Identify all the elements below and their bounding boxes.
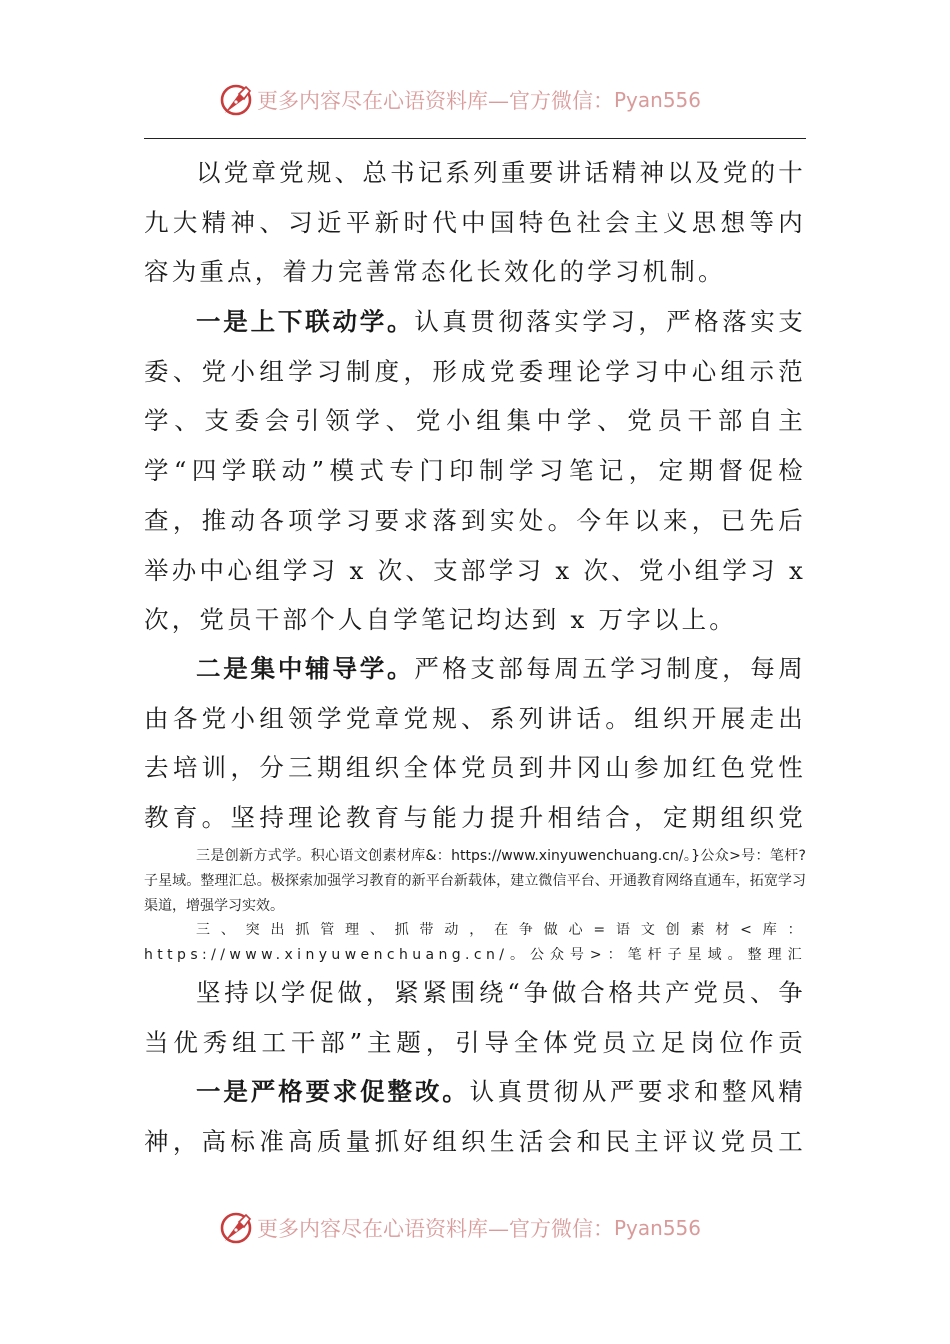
paragraph-linked-study-lead: 一是上下联动学。 [196,307,415,336]
footer-banner-wechat-id: Pyan556 [613,1216,701,1240]
banner-text: 更多内容尽在心语资料库—官方微信： [256,89,614,113]
paragraph-innovative-study-text: 三是创新方式学。积心语文创素材库&：https://www.xinyuwenchuang.cn/。}公众>号：笔杆?子星域。整理汇总。极探索加强学习教育的新平台新载体，建立微信平台、开通教育网络直通车，拓宽学习渠道，增强学习实效。 [144,848,806,914]
banner-wechat-id: Pyan556 [613,88,701,112]
paragraph-linked-study [144,297,806,647]
pen-nib-logo-icon [219,83,253,117]
paragraph-strict-rectification [144,1067,806,1167]
paragraph-strict-rectification-text: 认真贯彻从严要求和整风精神，高标准高质量抓好组织生活会和民主评议党员工 [144,1077,806,1156]
section-heading-three [144,918,806,968]
footer-banner-text: 更多内容尽在心语资料库—官方微信： [256,1217,614,1241]
section-heading-three-text: 三、突出抓管理、抓带动，在争做心=语文创素材<库：https://www.xinyuwenchuang.cn/。公众号>：笔杆子星域。整理汇 [144,922,806,963]
pen-nib-logo-icon [219,1211,253,1245]
paragraph-intro-text: 以党章党规、总书记系列重要讲话精神以及党的十九大精神、习近平新时代中国特色社会主义思想等内容为重点，着力完善常态化长效化的学习机制。 [144,158,806,287]
paragraph-learn-to-act [144,968,806,1068]
header-divider [144,138,806,139]
paragraph-centralized-study-lead: 二是集中辅导学。 [196,654,415,683]
paragraph-intro [144,148,806,298]
paragraph-linked-study-text: 认真贯彻落实学习，严格落实支委、党小组学习制度，形成党委理论学习中心组示范学、支委会引领学、党小组集中学、党员干部自主学“四学联动”模式专门印制学习笔记，定期督促检查，推动各项学习要求落到实处。今年以来，已先后举办中心组学习 x 次、支部学习 x 次、党小组学习 x 次，党员干部个人自学笔记均达到 x 万字以上。 [144,307,806,635]
paragraph-centralized-study [144,644,806,844]
paragraph-centralized-study-text: 严格支部每周五学习制度，每周由各党小组领学党章党规、系列讲话。组织开展走出去培训，分三期组织全体党员到井冈山参加红色党性教育。坚持理论教育与能力提升相结合，定期组织党 [144,654,806,833]
paragraph-learn-to-act-text: 坚持以学促做，紧紧围绕“争做合格共产党员、争当优秀组工干部”主题，引导全体党员立足岗位作贡 [144,978,806,1057]
paragraph-strict-rectification-lead: 一是严格要求促整改。 [196,1077,470,1106]
footer-banner [0,1208,950,1248]
paragraph-innovative-study [144,844,806,920]
header-banner [0,80,950,120]
